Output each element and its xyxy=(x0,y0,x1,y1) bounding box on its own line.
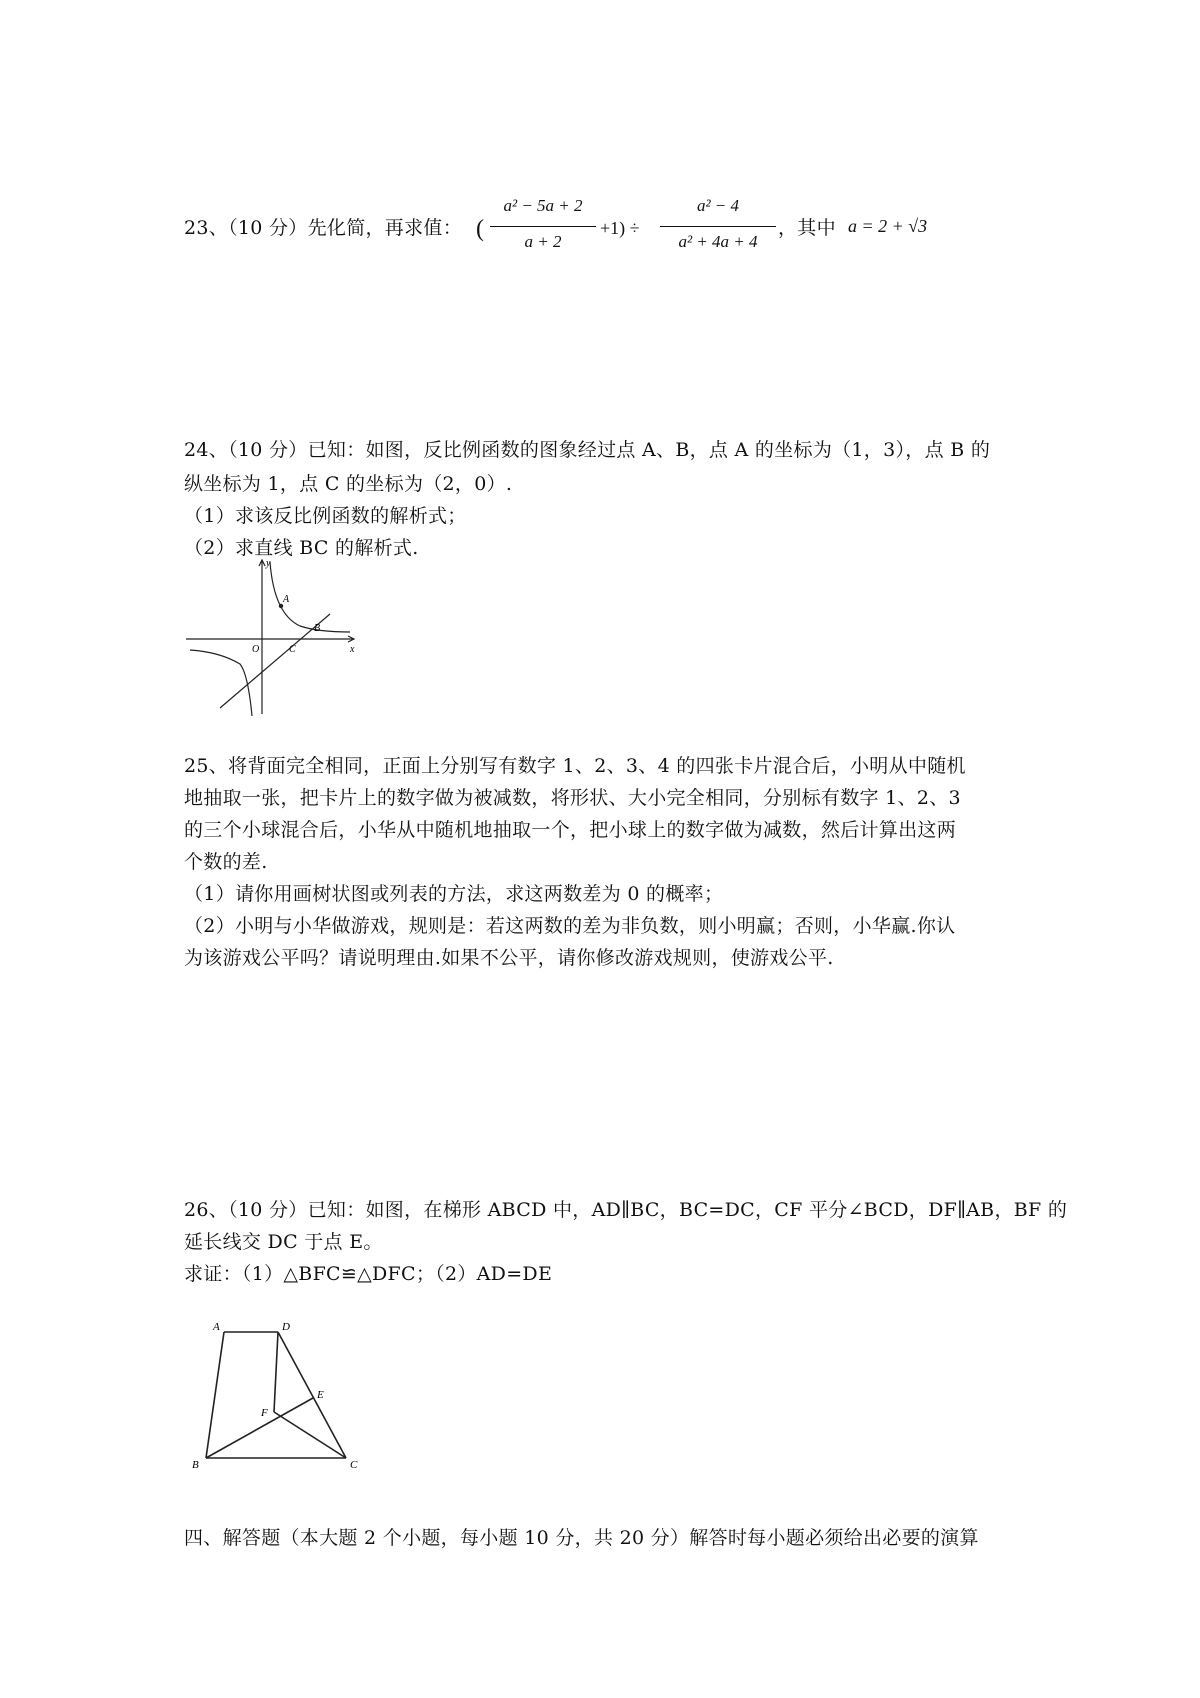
segment-be xyxy=(206,1398,313,1458)
q25-line-7: 为该游戏公平吗？请说明理由.如果不公平，请你修改游戏规则，使游戏公平. xyxy=(184,947,834,969)
q23-open-paren: ( xyxy=(476,216,484,242)
label-o: O xyxy=(252,644,260,655)
fraction-bar xyxy=(490,226,596,227)
label-b: B xyxy=(192,1459,199,1471)
segment-fc xyxy=(274,1412,346,1458)
label-a: A xyxy=(283,594,290,605)
q24-graph-figure xyxy=(182,556,364,720)
label-b: B xyxy=(314,623,321,634)
q26-line-1: 26、（10 分）已知：如图，在梯形 ABCD 中，AD∥BC，BC=DC，CF 平分∠BCD，DF∥AB，BF 的 xyxy=(184,1199,1068,1221)
label-x: x xyxy=(350,644,355,655)
segment-df xyxy=(274,1332,278,1412)
label-y: y xyxy=(266,558,271,569)
q25-line-1: 25、将背面完全相同，正面上分别写有数字 1、2、3、4 的四张卡片混合后，小明从中随机 xyxy=(184,755,966,777)
segment-dc xyxy=(278,1332,346,1458)
hyperbola-branch-1 xyxy=(270,562,350,632)
q23-suffix: ，其中 xyxy=(778,217,836,239)
label-d: D xyxy=(282,1321,290,1333)
q23-condition: a = 2 + √3 xyxy=(848,216,928,236)
q25-line-6: （2）小明与小华做游戏，规则是：若这两数的差为非负数，则小明赢；否则，小华赢.你认 xyxy=(184,915,956,937)
label-a: A xyxy=(213,1321,220,1333)
q23-prefix: 23、（10 分）先化简，再求值： xyxy=(184,217,462,239)
q25-line-3: 的三个小球混合后，小华从中随机地抽取一个，把小球上的数字做为减数，然后计算出这两 xyxy=(184,819,957,841)
q26-line-3: 求证：（1）△BFC≌△DFC；（2）AD=DE xyxy=(184,1263,553,1285)
q26-trapezoid-figure xyxy=(186,1318,366,1474)
q24-line-1: 24、（10 分）已知：如图，反比例函数的图象经过点 A、B，点 A 的坐标为（1，3），点 B 的 xyxy=(184,439,991,461)
q23-frac1-numerator: a² − 5a + 2 xyxy=(503,196,583,215)
label-f: F xyxy=(261,1407,268,1419)
label-c: C xyxy=(350,1459,358,1471)
q25-line-2: 地抽取一张，把卡片上的数字做为被减数，将形状、大小完全相同，分别标有数字 1、2、3 xyxy=(184,787,961,809)
q24-line-4: （2）求直线 BC 的解析式. xyxy=(184,537,419,559)
q23-plus-one: +1) ÷ xyxy=(600,218,640,238)
q25-line-5: （1）请你用画树状图或列表的方法，求这两数差为 0 的概率； xyxy=(184,883,724,905)
q23-fraction-2 xyxy=(660,196,776,264)
q25-line-4: 个数的差. xyxy=(184,851,268,873)
fraction-bar xyxy=(660,226,776,227)
q23-frac1-denominator: a + 2 xyxy=(524,232,562,251)
q23-fraction-1 xyxy=(490,196,596,264)
hyperbola-branch-2 xyxy=(190,650,252,716)
q26-line-2: 延长线交 DC 于点 E。 xyxy=(184,1231,383,1253)
section-4-heading: 四、解答题（本大题 2 个小题，每小题 10 分，共 20 分）解答时每小题必须给出必要的演算 xyxy=(184,1527,979,1549)
segment-ab xyxy=(206,1332,224,1458)
q24-line-2: 纵坐标为 1，点 C 的坐标为（2，0）. xyxy=(184,473,513,495)
q23-frac2-denominator: a² + 4a + 4 xyxy=(678,232,758,251)
label-c: C xyxy=(289,644,296,655)
label-e: E xyxy=(317,1389,324,1401)
q23-frac2-numerator: a² − 4 xyxy=(696,196,740,215)
q24-line-3: （1）求该反比例函数的解析式； xyxy=(184,505,467,527)
